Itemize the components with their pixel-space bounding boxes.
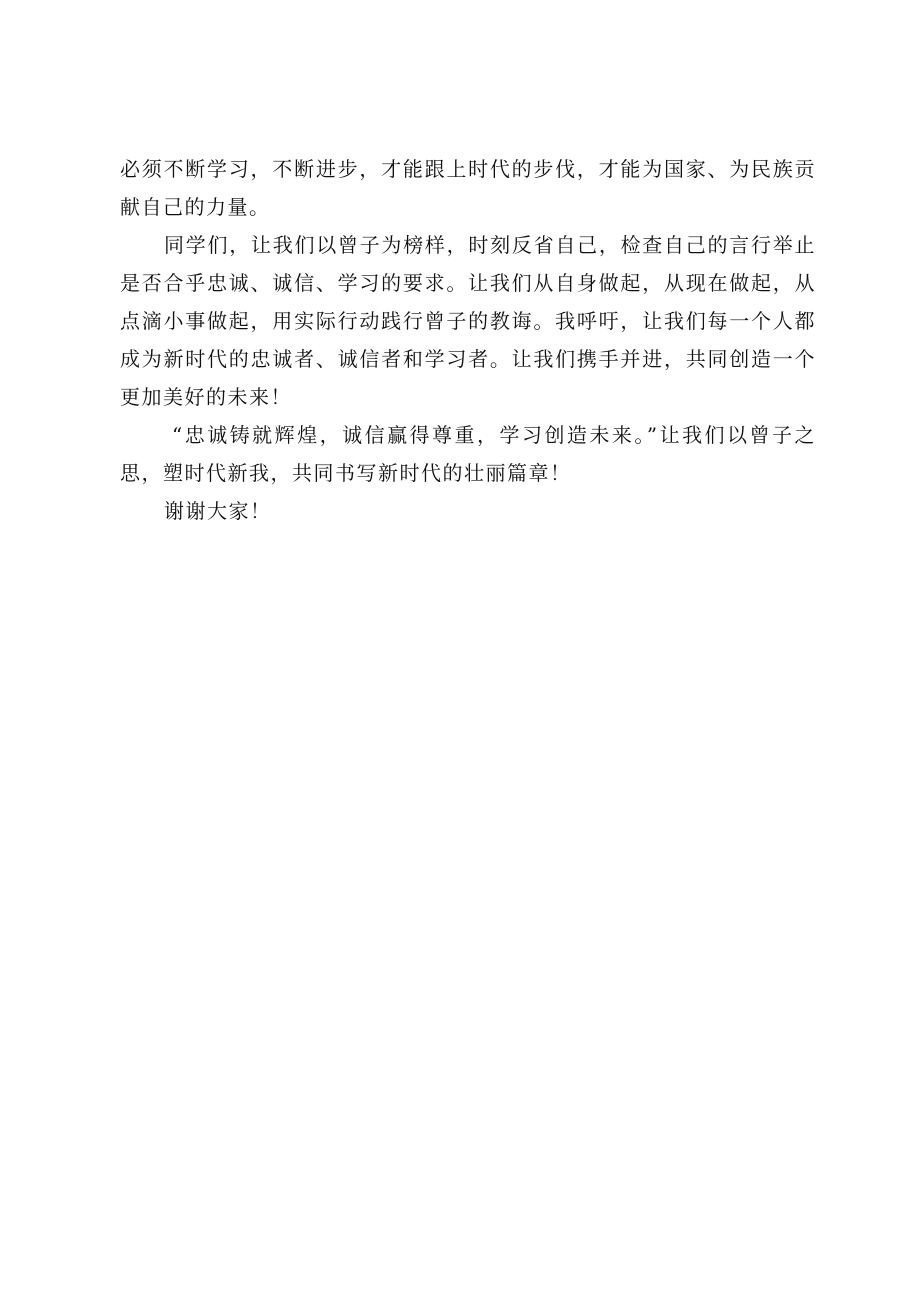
paragraph-2-line-2: 是否合乎忠诚、诚信、学习的要求。让我们从自身做起，从现在做起，从 [120, 271, 816, 295]
paragraph-3-line-2: 思，塑时代新我，共同书写新时代的壮丽篇章！ [120, 461, 572, 485]
paragraph-4-line-1: 谢谢大家！ [164, 499, 272, 523]
paragraph-2-line-3: 点滴小事做起，用实际行动践行曾子的教诲。我呼吁，让我们每一个人都 [120, 309, 816, 333]
paragraph-1-line-2: 献自己的力量。 [120, 195, 271, 219]
paragraph-2-line-4: 成为新时代的忠诚者、诚信者和学习者。让我们携手并进，共同创造一个 [120, 347, 816, 371]
document-body [120, 150, 816, 530]
paragraph-3-line-1: “忠诚铸就辉煌，诚信赢得尊重，学习创造未来。”让我们以曾子之 [172, 423, 816, 447]
paragraph-1-line-1: 必须不断学习，不断进步，才能跟上时代的步伐，才能为国家、为民族贡 [120, 157, 816, 181]
paragraph-2-line-5: 更加美好的未来！ [120, 385, 292, 409]
paragraph-2-line-1: 同学们，让我们以曾子为榜样，时刻反省自己，检查自己的言行举止 [164, 233, 816, 257]
